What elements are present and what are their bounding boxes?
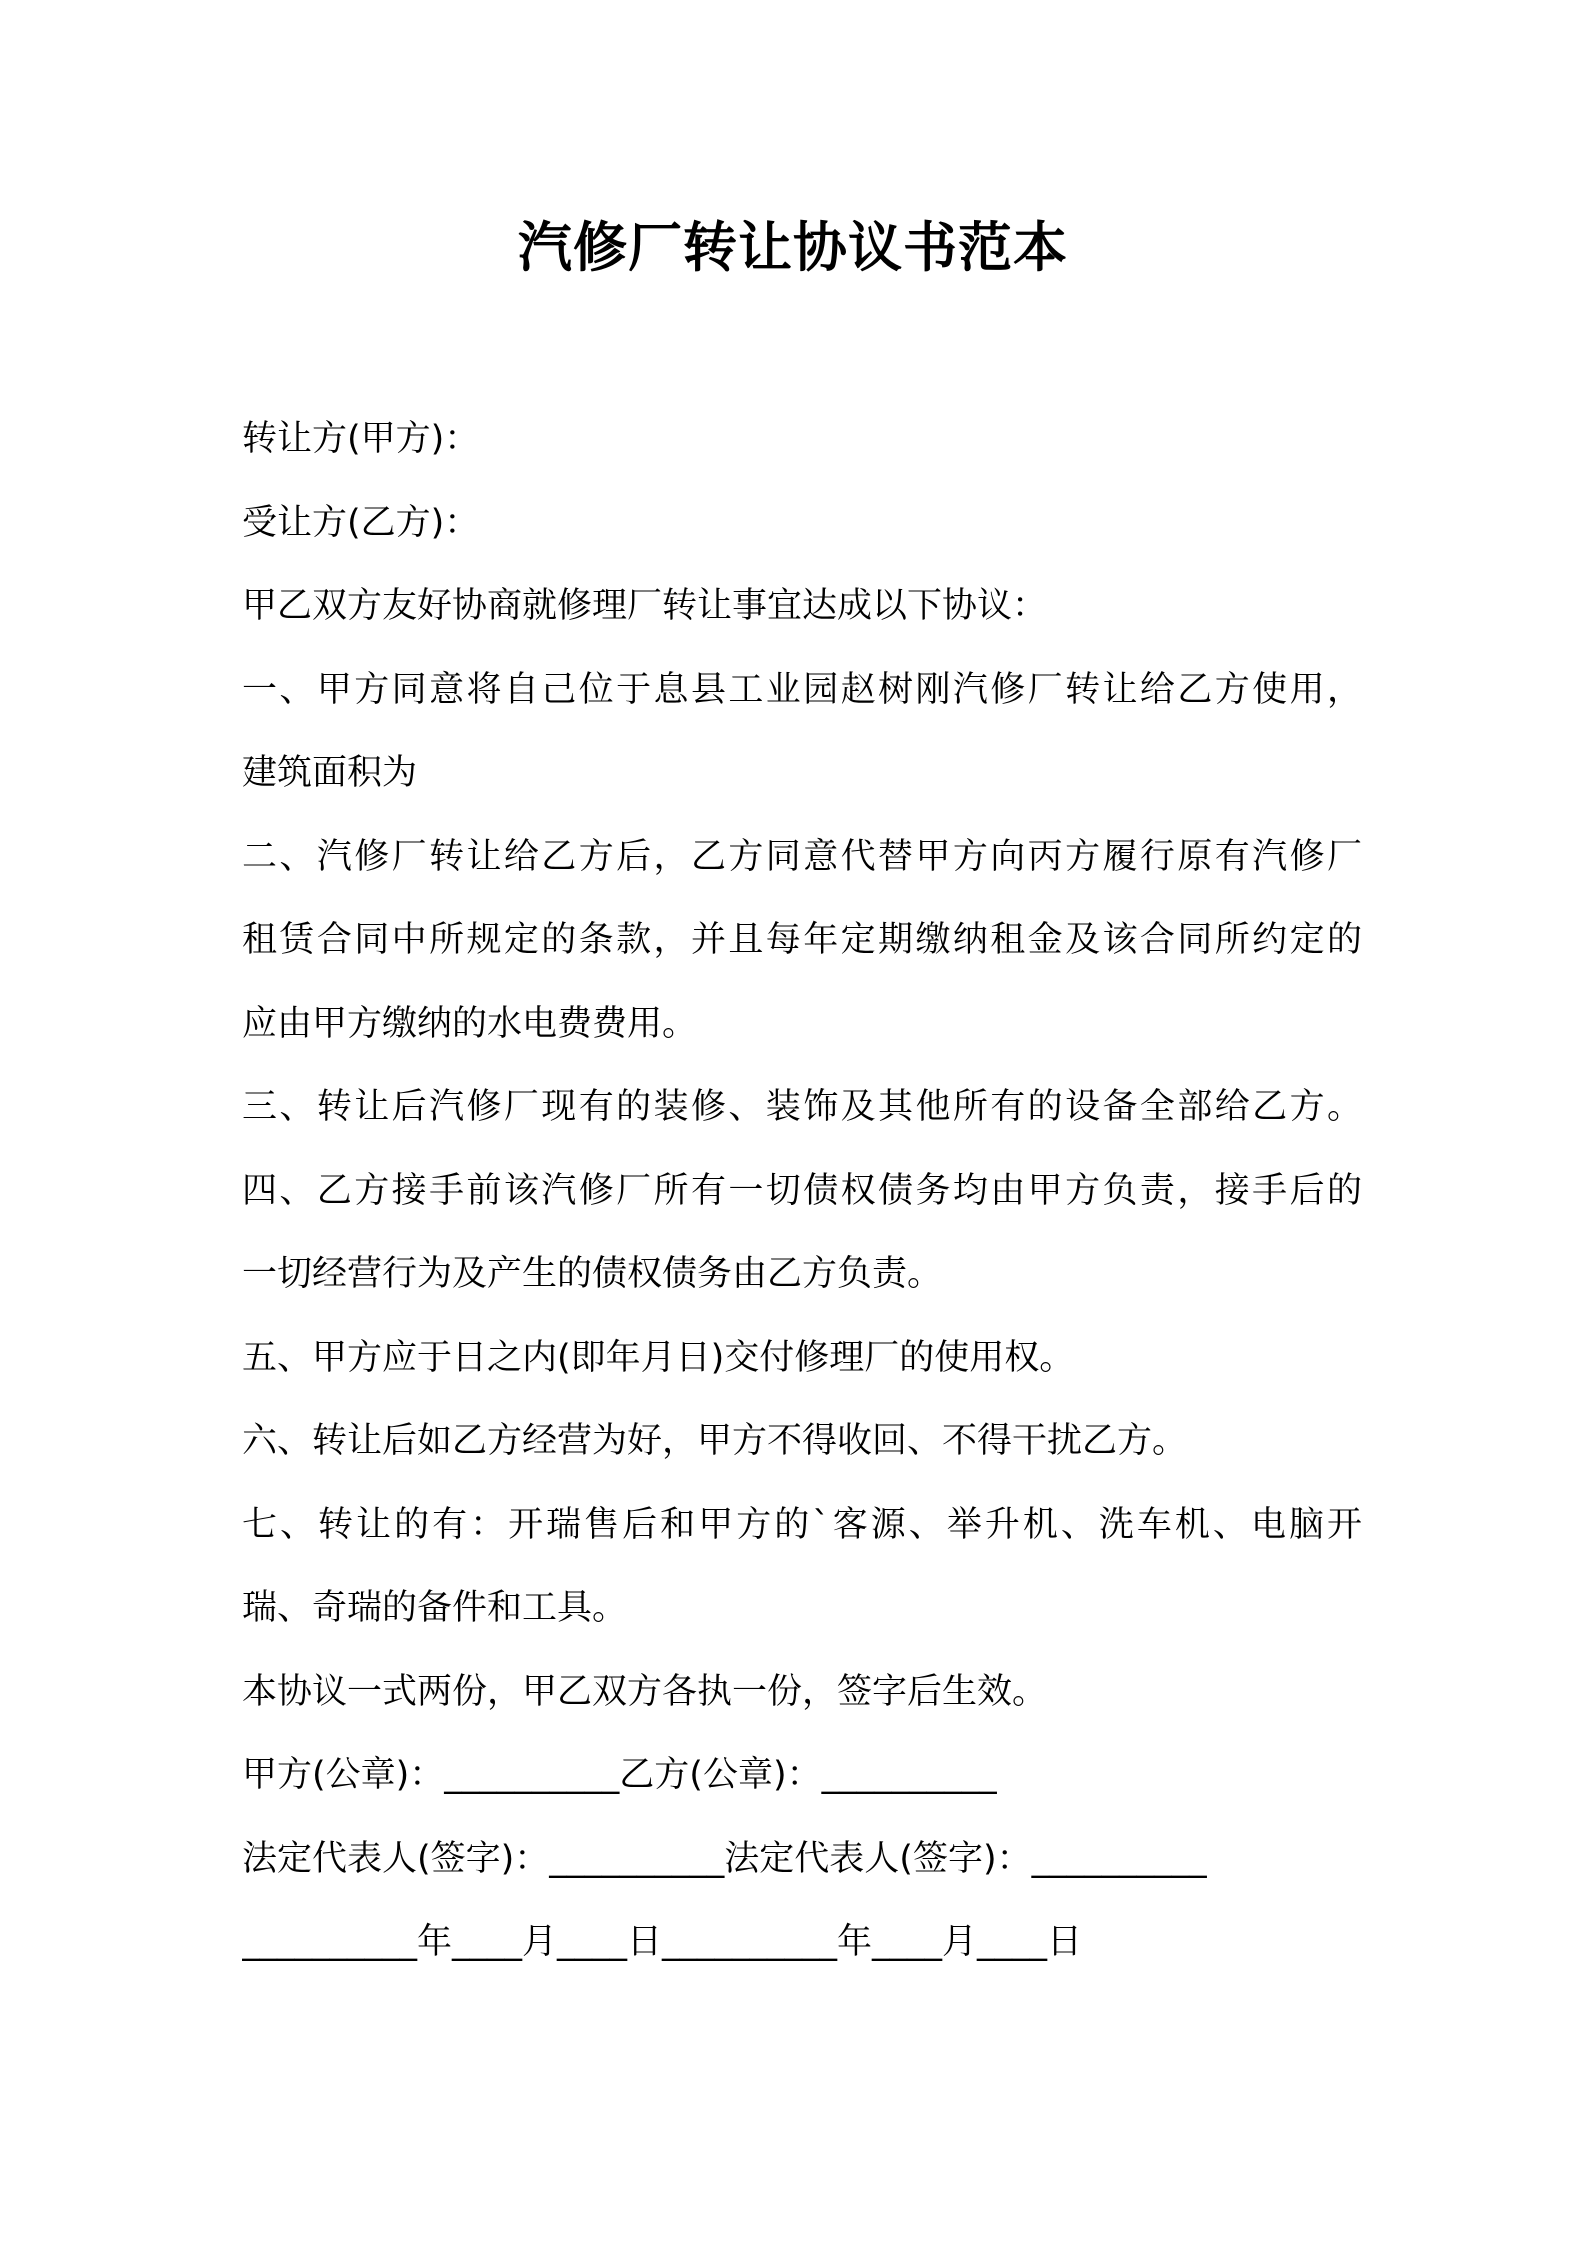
clause-6: 六、转让后如乙方经营为好，甲方不得收回、不得干扰乙方。 xyxy=(242,1421,1188,1461)
clause-7-line-2: 瑞、奇瑞的备件和工具。 xyxy=(242,1588,628,1628)
clause-2-line-2: 租赁合同中所规定的条款，并且每年定期缴纳租金及该合同所约定的 xyxy=(242,920,1362,960)
clause-3: 三、转让后汽修厂现有的装修、装饰及其他所有的设备全部给乙方。 xyxy=(242,1087,1362,1127)
effectiveness-clause: 本协议一式两份，甲乙双方各执一份，签字后生效。 xyxy=(242,1671,1048,1712)
clause-1-line-1: 一、甲方同意将自己位于息县工业园赵树刚汽修厂转让给乙方使用， xyxy=(242,669,1362,710)
clause-5: 五、甲方应于日之内(即年月日)交付修理厂的使用权。 xyxy=(242,1337,1075,1378)
clause-1-line-2: 建筑面积为 xyxy=(242,753,418,793)
agreement-intro: 甲乙双方友好协商就修理厂转让事宜达成以下协议： xyxy=(242,586,1048,626)
date-line: __________年____月____日__________年____月____日 xyxy=(242,1922,1083,1962)
transferee-line: 受让方(乙方)： xyxy=(242,502,480,543)
clause-7-line-1: 七、转让的有：开瑞售后和甲方的`客源、举升机、洗车机、电脑开 xyxy=(242,1504,1362,1545)
clause-2-line-3: 应由甲方缴纳的水电费费用。 xyxy=(242,1003,698,1044)
document-body xyxy=(242,398,1362,1985)
clause-4-line-1: 四、乙方接手前该汽修厂所有一切债权债务均由甲方负责，接手后的 xyxy=(242,1170,1362,1211)
clause-4-line-2: 一切经营行为及产生的债权债务由乙方负责。 xyxy=(242,1254,943,1294)
clause-2-line-1: 二、汽修厂转让给乙方后，乙方同意代替甲方向丙方履行原有汽修厂 xyxy=(242,836,1362,877)
transferor-line: 转让方(甲方)： xyxy=(242,419,480,459)
seal-signature-line: 甲方(公章)：__________乙方(公章)：__________ xyxy=(242,1755,997,1795)
document-title: 汽修厂转让协议书范本 xyxy=(518,216,1068,279)
representative-signature-line: 法定代表人(签字)：__________法定代表人(签字)：__________ xyxy=(242,1838,1207,1879)
